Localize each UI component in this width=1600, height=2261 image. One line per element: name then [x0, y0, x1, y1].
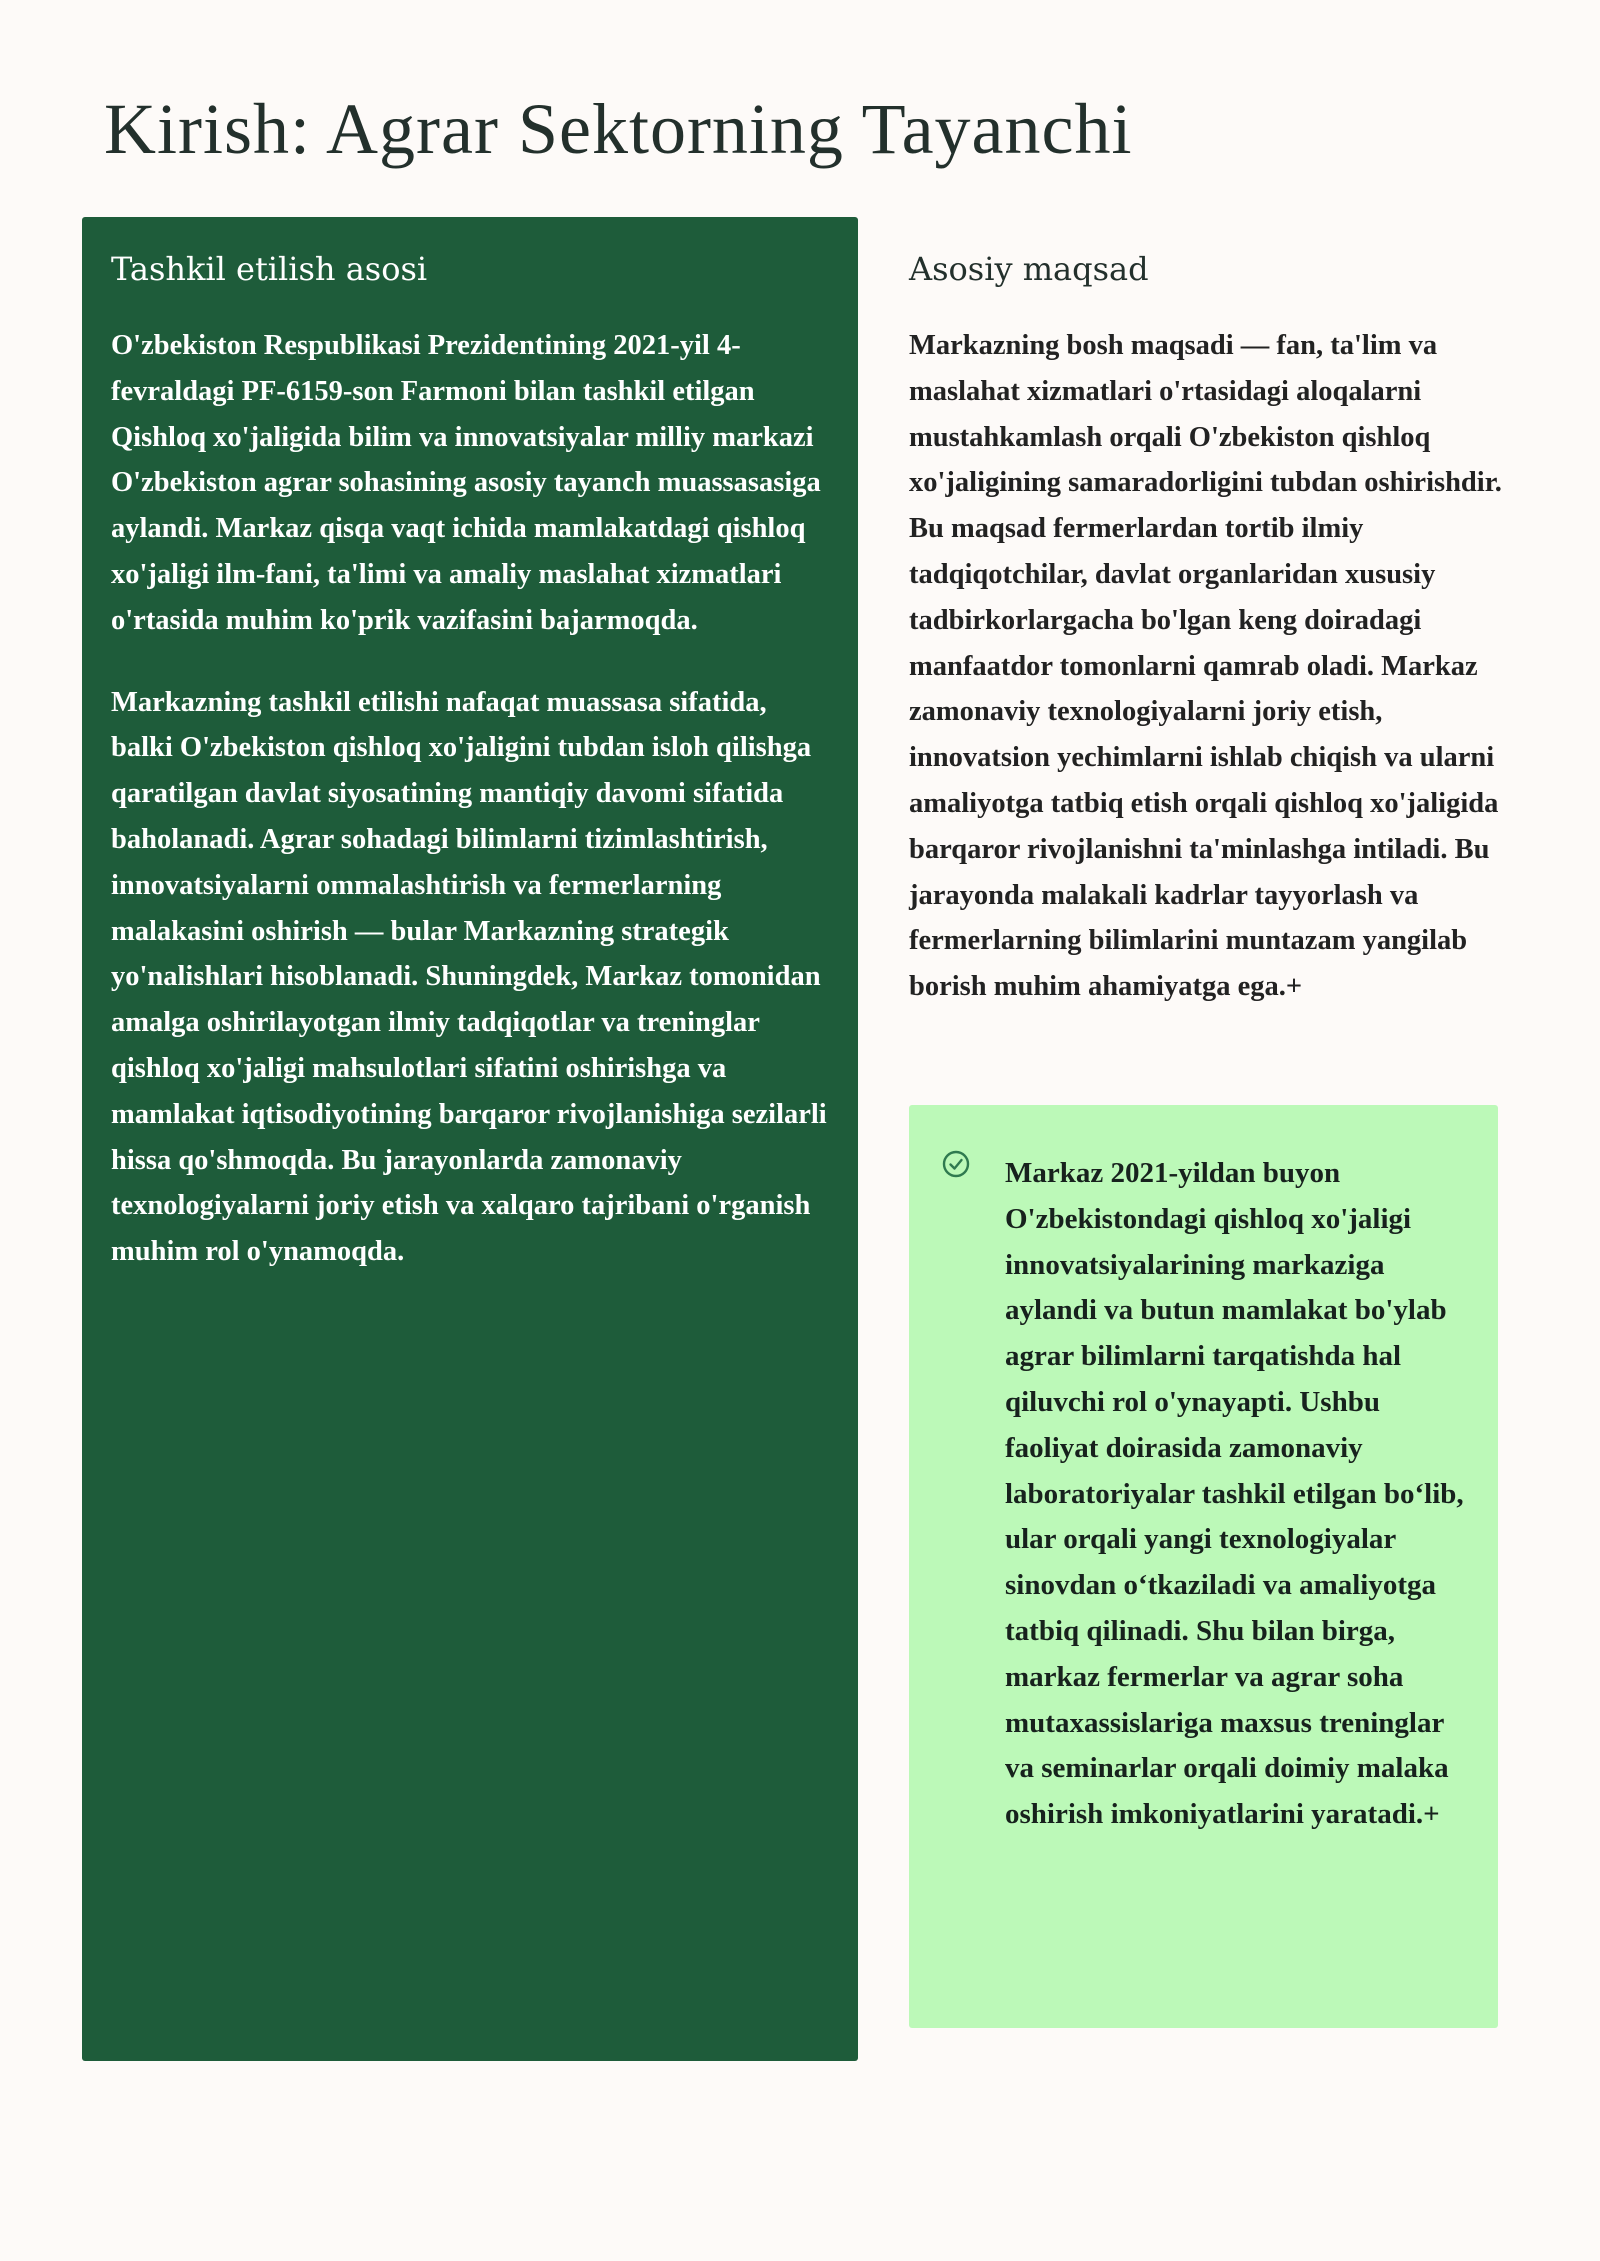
main-goal-heading: Asosiy maqsad — [909, 250, 1149, 288]
highlight-callout — [909, 1105, 1498, 2028]
founding-basis-card — [82, 217, 858, 2061]
founding-basis-paragraph-1: O'zbekiston Respublikasi Prezidentining 2021-yil 4-fevraldagi PF-6159-son Farmoni bilan tashkil etilgan Qishloq xo'jaligida bilim va innovatsiyalar milliy markazi O'zbekiston agrar sohasining asosiy tayanch muassasasiga aylandi. Markaz qisqa vaqt ichida mamlakatdagi qishloq xo'jaligi ilm-fani, ta'limi va amaliy maslahat xizmatlari o'rtasida muhim ko'prik vazifasini bajarmoqda. — [111, 330, 821, 636]
check-circle-icon — [941, 1149, 971, 1179]
callout-text: Markaz 2021-yildan buyon O'zbekistondagi qishloq xo'jaligi innovatsiyalarining markaziga aylandi va butun mamlakat bo'ylab agrar bilimlarni tarqatishda hal qiluvchi rol o'ynayapti. Ushbu faoliyat doirasida zamonaviy laboratoriyalar tashkil etilgan bo‘lib, ular orqali yangi texnologiyalar sinovdan o‘tkaziladi va amaliyotga tatbiq qilinadi. Shu bilan birga, markaz fermerlar va agrar soha mutaxassislariga maxsus treninglar va seminarlar orqali doimiy malaka oshirish imkoniyatlarini yaratadi.+ — [1005, 1157, 1464, 1831]
founding-basis-paragraph-2: Markazning tashkil etilishi nafaqat muassasa sifatida, balki O'zbekiston qishloq xo'jaligini tubdan isloh qilishga qaratilgan davlat siyosatining mantiqiy davomi sifatida baholanadi. Agrar sohadagi bilimlarni tizimlashtirish, innovatsiyalarni ommalashtirish va fermerlarning malakasini oshirish — bular Markazning strategik yo'nalishlari hisoblanadi. Shuningdek, Markaz tomonidan amalga oshirilayotgan ilmiy tadqiqotlar va treninglar qishloq xo'jaligi mahsulotlari sifatini oshirishga va mamlakat iqtisodiyotining barqaror rivojlanishiga sezilarli hissa qo'shmoqda. Bu jarayonlarda zamonaviy texnologiyalarni joriy etish va xalqaro tajribani o'rganish muhim rol o'ynamoqda. — [111, 686, 827, 1268]
main-goal-paragraph: Markazning bosh maqsadi — fan, ta'lim va maslahat xizmatlari o'rtasidagi aloqalarni mustahkamlash orqali O'zbekiston qishloq xo'jaligining samaradorligini tubdan oshirishdir. Bu maqsad fermerlardan tortib ilmiy tadqiqotchilar, davlat organlaridan xususiy tadbirkorlargacha bo'lgan keng doiradagi manfaatdor tomonlarni qamrab oladi. Markaz zamonaviy texnologiyalarni joriy etish, innovatsion yechimlarni ishlab chiqish va ularni amaliyotga tatbiq etish orqali qishloq xo'jaligida barqaror rivojlanishni ta'minlashga intiladi. Bu jarayonda malakali kadrlar tayyorlash va fermerlarning bilimlarini muntazam yangilab borish muhim ahamiyatga ega.+ — [909, 330, 1502, 1003]
main-goal-section — [909, 249, 1509, 1010]
founding-basis-heading: Tashkil etilish asosi — [111, 250, 428, 288]
page-title: Kirish: Agrar Sektorning Tayanchi — [104, 89, 1133, 169]
